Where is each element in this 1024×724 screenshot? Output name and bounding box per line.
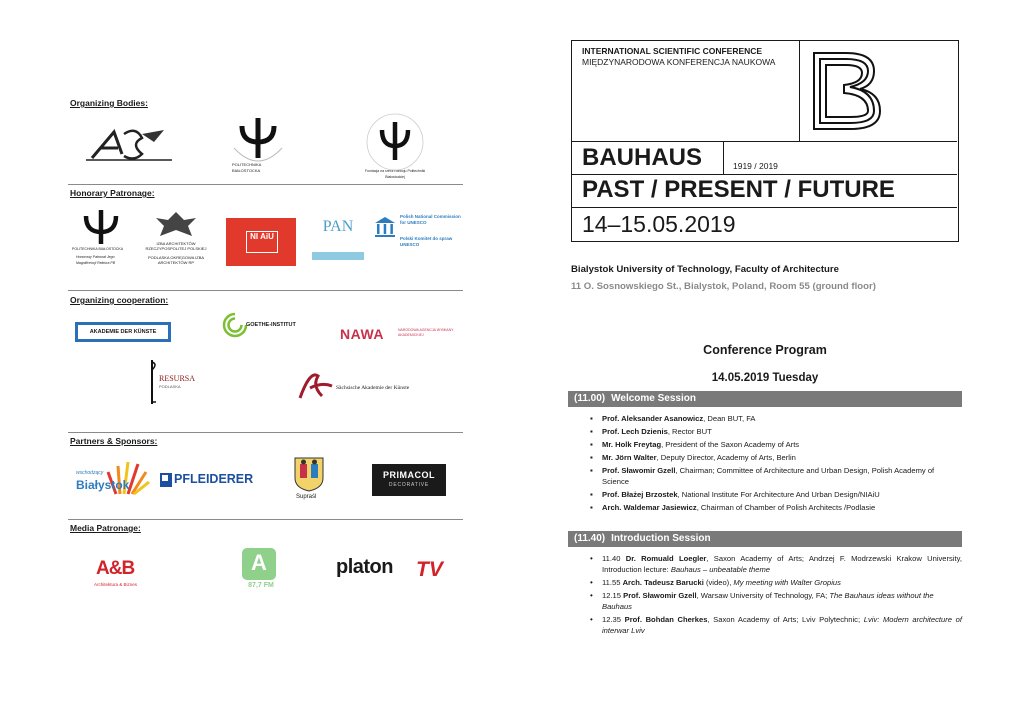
unesco-logo	[374, 212, 462, 272]
welcome-session-band	[568, 391, 962, 407]
aib-media-sub: Architektura & Biznes	[94, 582, 138, 587]
aib-media-logo	[94, 558, 154, 592]
unesco-text: Polish National Commission for UNESCO	[400, 214, 461, 225]
rector-caption: POLITECHNIKA BIAŁOSTOCKA	[72, 247, 124, 251]
psi-logo	[228, 112, 288, 174]
platon-tv-text: TV	[416, 558, 443, 581]
introduction-talks-list	[572, 553, 962, 638]
divider	[572, 174, 957, 175]
divider	[572, 141, 957, 142]
divider	[799, 41, 800, 141]
suprasl-crest	[290, 456, 330, 504]
venue-line-2: 11 O. Sosnowskiego St., Bialystok, Poland, Room 55 (ground floor)	[571, 281, 876, 292]
radio-akadera-logo	[240, 548, 280, 592]
goethe-logo	[222, 312, 302, 340]
divider	[68, 519, 463, 520]
list-item: ▪ Arch. Waldemar Jasiewicz, Chairman of Chamber of Polish Architects /Podlasie	[602, 502, 962, 513]
unesco-sub: Polski Komitet do spraw UNESCO	[400, 236, 453, 247]
saxon-academy-text: Sächsische Akademie der Künste	[336, 385, 410, 391]
list-item: ▪ Prof. Aleksander Asanowicz, Dean BUT, FA	[602, 413, 962, 424]
program-day: 14.05.2019 Tuesday	[711, 372, 819, 384]
psi-logo-caption: POLITECHNIKA BIAŁOSTOCKA	[232, 162, 262, 173]
platon-tv-logo	[336, 556, 460, 586]
primacol-text: PRIMACOL	[383, 470, 435, 480]
bialystok-logo	[76, 458, 152, 502]
bauhaus-title: BAUHAUS	[582, 144, 702, 171]
partners-sponsors-title: Partners & Sponsors:	[70, 436, 158, 446]
conference-header	[571, 40, 959, 242]
list-item: ▪ Mr. Holk Freytag, President of the Saxon Academy of Arts	[602, 439, 962, 450]
introduction-session-band	[568, 531, 962, 547]
list-item: ▪ Prof. Sławomir Gzell, Chairman; Committee of Architecture and Urban Design, Polish Academy of Science	[602, 465, 962, 487]
list-item: ▪ Mr. Jörn Walter, Deputy Director, Academy of Arts, Berlin	[602, 452, 962, 463]
psi-logo-rector	[72, 208, 130, 272]
divider	[68, 184, 463, 185]
resursa-text: RESURSA	[159, 374, 196, 383]
suprasl-text: Supraśl	[296, 494, 317, 500]
pan-band	[312, 252, 364, 260]
bialystok-sub: wschodzący	[76, 470, 104, 476]
divider	[723, 141, 724, 174]
conference-dates: 14–15.05.2019	[582, 211, 736, 237]
rector-sub: Honorowy Patronat Jego Magnificencji Rektora PB	[76, 255, 116, 265]
conference-title-pl: MIĘDZYNARODOWA KONFERENCJA NAUKOWA	[582, 57, 776, 67]
list-item: • 11.55 Arch. Tadeusz Barucki (video), My meeting with Walter Gropius	[602, 577, 962, 588]
welcome-session-title: Welcome Session	[611, 393, 696, 404]
radio-akadera-text: A	[251, 550, 267, 575]
years-label: 1919 / 2019	[733, 161, 778, 171]
nawa-text: NAWA	[340, 326, 384, 342]
conference-title-en: INTERNATIONAL SCIENTIFIC CONFERENCE	[582, 46, 763, 56]
platon-text: platon	[336, 556, 393, 578]
resursa-sub: PODLASKA	[159, 384, 181, 389]
niaiu-text: NI AiU	[246, 231, 278, 253]
foundation-psi-logo	[358, 108, 432, 179]
bauhaus-b-logo	[810, 49, 886, 133]
radio-akadera-sub: 87,7 FM	[248, 582, 274, 589]
pfleiderer-text: PFLEIDERER	[174, 472, 254, 486]
list-item: • 11.40 Dr. Romuald Loegler, Saxon Academy of Arts; Andrzej F. Modrzewski Krakow University, Introduction lecture: Bauhaus – unbeatable theme	[602, 553, 962, 575]
organizing-cooperation-title: Organizing cooperation:	[70, 295, 169, 305]
pan-logo	[312, 216, 364, 266]
primacol-logo	[372, 464, 446, 496]
pfleiderer-logo	[160, 470, 264, 490]
goethe-text: GOETHE-INSTITUT	[246, 322, 296, 328]
list-item: • 12.15 Prof. Sławomir Gzell, Warsaw University of Technology, FA; The Bauhaus ideas without the Bauhaus	[602, 590, 962, 612]
iarp-caption: IZBA ARCHITEKTÓW RZECZYPOSPOLITEJ POLSKIEJ	[145, 241, 207, 251]
nawa-sub: NARODOWA AGENCJA WYMIANY AKADEMICKIEJ	[398, 328, 454, 337]
saxon-academy-logo	[296, 368, 436, 404]
aib-glyph-logo	[84, 124, 174, 166]
venue-line-1: Bialystok University of Technology, Faculty of Architecture	[571, 264, 839, 275]
introduction-session-time: (11.40)	[574, 533, 606, 544]
divider	[68, 432, 463, 433]
pan-text: PAN	[322, 218, 354, 235]
divider	[68, 290, 463, 291]
resursa-logo	[145, 358, 205, 408]
divider	[572, 207, 957, 208]
list-item: ▪ Prof. Błażej Brzostek, National Institute For Architecture And Urban Design/NIAiU	[602, 489, 962, 500]
akademie-text: AKADEMIE DER KÜNSTE	[78, 325, 168, 339]
welcome-session-time: (11.00)	[574, 393, 606, 404]
eagle-emblem	[140, 210, 212, 272]
honorary-patronage-title: Honorary Patronage:	[70, 188, 155, 198]
bialystok-text: Białystok	[76, 478, 130, 492]
iarp-sub: PODLASKA OKRĘGOWA IZBA ARCHITEKTÓW RP	[147, 255, 205, 265]
pfleiderer-mark-hole	[162, 475, 168, 481]
list-item: ▪ Prof. Lech Dzienis, Rector BUT	[602, 426, 962, 437]
welcome-speakers-list	[572, 413, 962, 515]
primacol-sub: DECORATIVE	[388, 482, 430, 488]
nawa-logo	[340, 324, 460, 346]
aib-media-text: A&B	[96, 558, 135, 579]
niaiu-logo	[226, 218, 296, 266]
tagline: PAST / PRESENT / FUTURE	[582, 176, 895, 203]
list-item: • 12.35 Prof. Bohdan Cherkes, Saxon Academy of Arts; Lviv Polytechnic; Lviv: Modern architecture of interwar Lviv	[602, 614, 962, 636]
foundation-caption: Fundacja na rzecz rozwoju Politechniki Białostockiej	[364, 169, 426, 179]
media-patronage-title: Media Patronage:	[70, 523, 141, 533]
introduction-session-title: Introduction Session	[611, 533, 711, 544]
organizing-bodies-title: Organizing Bodies:	[70, 98, 148, 108]
program-title: Conference Program	[703, 343, 827, 357]
akademie-logo	[75, 322, 171, 342]
